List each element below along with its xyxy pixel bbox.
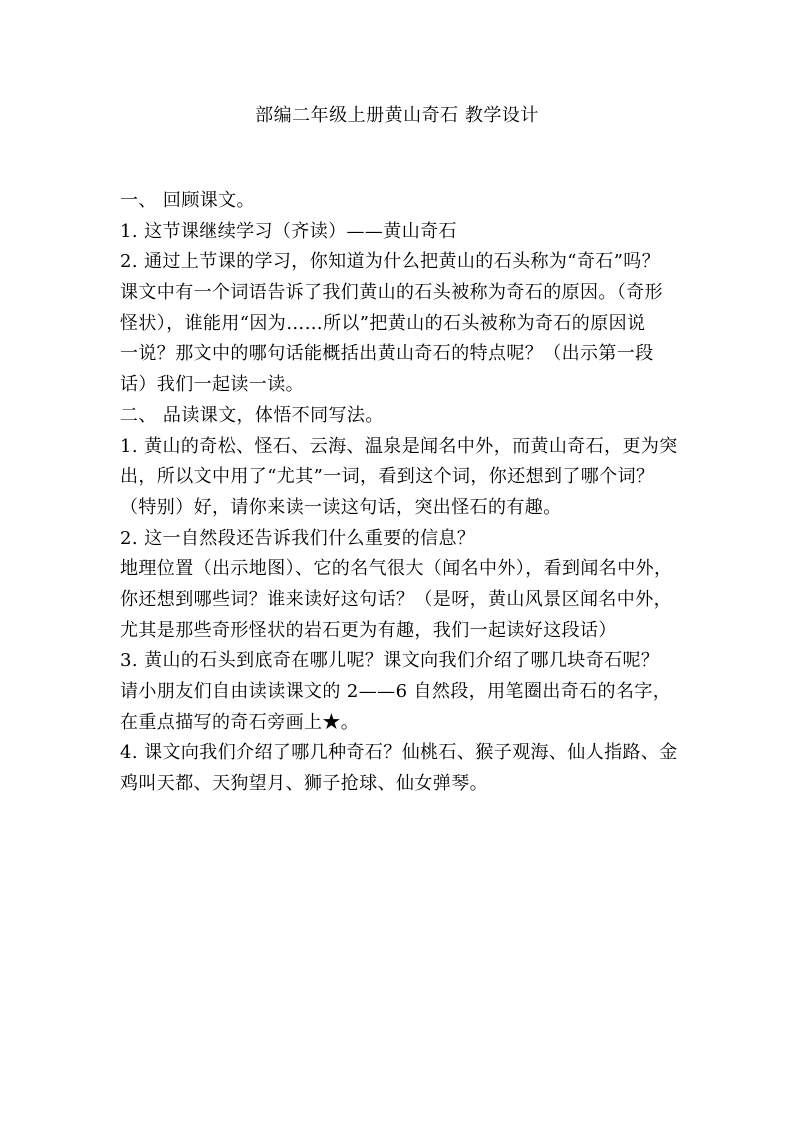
paragraph-line: 话）我们一起读一读。 — [120, 374, 304, 396]
paragraph-line: 你还想到哪些词？谁来读好这句话？（是呀，黄山风景区闻名中外， — [120, 588, 672, 610]
document-body — [120, 186, 690, 800]
paragraph-line: 1. 这节课继续学习（齐读）——黄山奇石 — [120, 220, 457, 242]
paragraph-line: 请小朋友们自由读读课文的 2——6 自然段，用笔圈出奇石的名字， — [120, 681, 672, 702]
paragraph-line: 怪状），谁能用“因为……所以”把黄山的石头被称为奇石的原因说 — [120, 312, 646, 334]
paragraph-line: 出，所以文中用了“尤其”一词，看到这个词，你还想到了哪个词？ — [120, 466, 655, 488]
paragraph-line: 3. 黄山的石头到底奇在哪儿呢？课文向我们介绍了哪几块奇石呢？ — [120, 650, 660, 672]
paragraph-line: （特别）好，请你来读一读这句话，突出怪石的有趣。 — [120, 496, 562, 518]
paragraph-line: 4. 课文向我们介绍了哪几种奇石？仙桃石、猴子观海、仙人指路、金 — [120, 742, 678, 764]
section-heading: 一、 回顾课文。 — [120, 190, 255, 211]
paragraph-line: 一说？那文中的哪句话能概括出黄山奇石的特点呢？（出示第一段 — [120, 343, 654, 365]
paragraph-line: 鸡叫天都、天狗望月、狮子抢球、仙女弹琴。 — [120, 773, 488, 795]
paragraph-line: 课文中有一个词语告诉了我们黄山的石头被称为奇石的原因。（奇形 — [120, 282, 663, 304]
section-heading: 二、 品读课文，体悟不同写法。 — [120, 404, 384, 426]
paragraph-line: 尤其是那些奇形怪状的岩石更为有趣，我们一起读好这段话） — [120, 619, 617, 641]
paragraph-line: 地理位置（出示地图）、它的名气很大（闻名中外），看到闻名中外， — [120, 558, 673, 580]
paragraph-line: 2. 这一自然段还告诉我们什么重要的信息？ — [120, 527, 476, 549]
paragraph-line: 2. 通过上节课的学习，你知道为什么把黄山的石头称为“奇石”吗？ — [120, 251, 661, 273]
paragraph-line: 1. 黄山的奇松、怪石、云海、温泉是闻名中外，而黄山奇石，更为突 — [120, 435, 678, 457]
document-title: 部编二年级上册黄山奇石 教学设计 — [255, 105, 539, 126]
paragraph-line: 在重点描写的奇石旁画上★。 — [120, 711, 360, 733]
